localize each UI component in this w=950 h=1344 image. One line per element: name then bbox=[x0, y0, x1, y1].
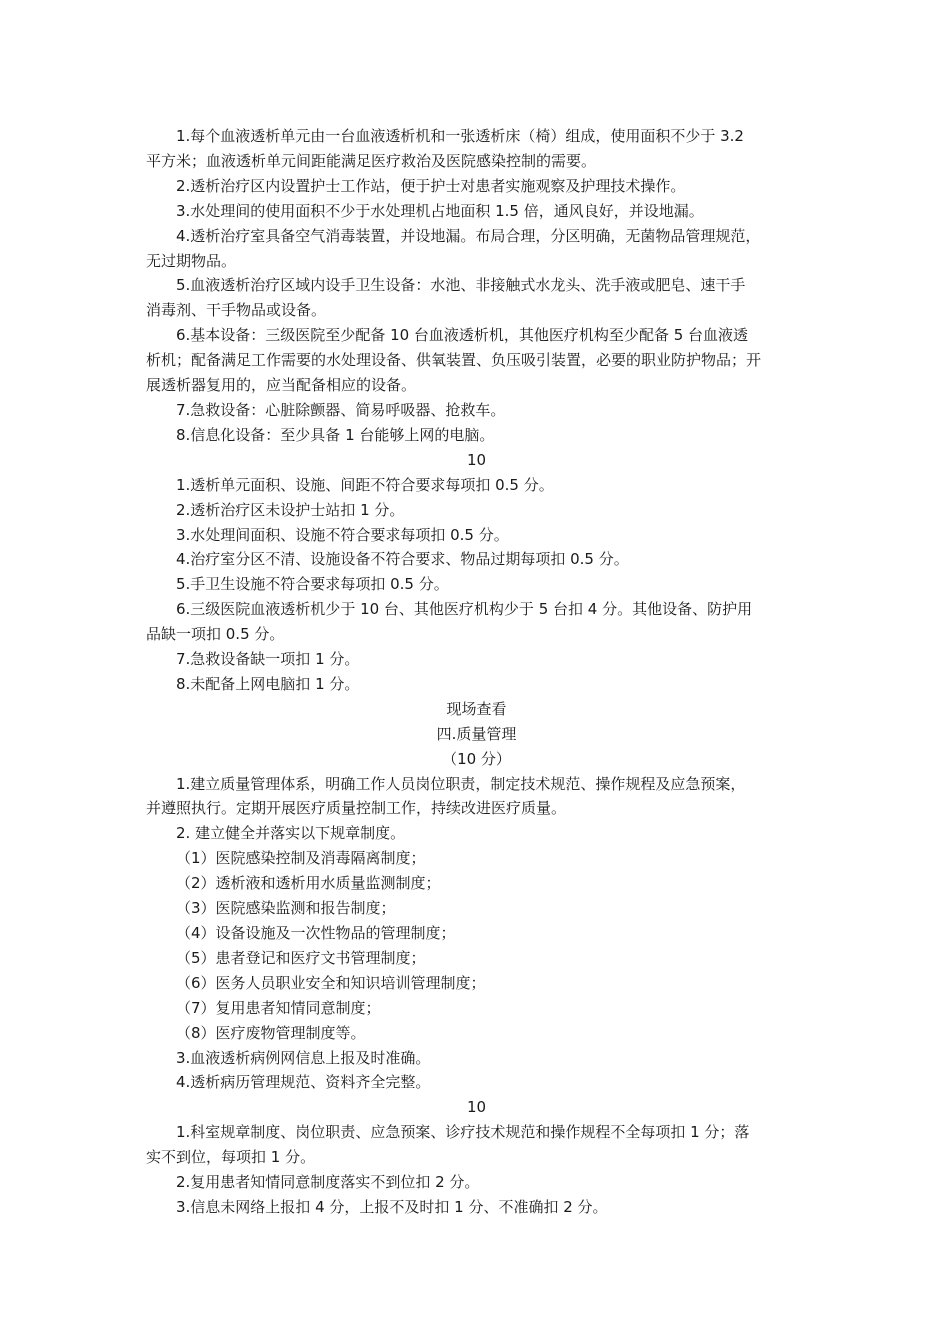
text-line: 2.复用患者知情同意制度落实不到位扣 2 分。 bbox=[176, 1173, 480, 1192]
list-item-line: （2）透析液和透析用水质量监测制度； bbox=[176, 874, 441, 893]
text-line: 并遵照执行。定期开展医疗质量控制工作，持续改进医疗质量。 bbox=[146, 799, 567, 818]
text-line: 展透析器复用的，应当配备相应的设备。 bbox=[146, 376, 417, 395]
text-line: 6.三级医院血液透析机少于 10 台、其他医疗机构少于 5 台扣 4 分。其他设备、防护用 bbox=[176, 600, 753, 619]
text-line: 1.透析单元面积、设施、间距不符合要求每项扣 0.5 分。 bbox=[176, 475, 554, 494]
text-line: 3.水处理间面积、设施不符合要求每项扣 0.5 分。 bbox=[176, 525, 509, 544]
list-item-line: （1）医院感染控制及消毒隔离制度； bbox=[176, 849, 426, 868]
text-line: 4.透析治疗室具备空气消毒装置，并设地漏。布局合理，分区明确，无菌物品管理规范， bbox=[176, 226, 761, 245]
section-heading-line: 现场查看 bbox=[446, 699, 507, 718]
text-line: 无过期物品。 bbox=[146, 251, 237, 270]
text-line: 4.透析病历管理规范、资料齐全完整。 bbox=[176, 1073, 431, 1092]
text-line: 1.每个血液透析单元由一台血液透析机和一张透析床（椅）组成，使用面积不少于 3.2 bbox=[176, 127, 744, 145]
list-item-line: （8）医疗废物管理制度等。 bbox=[176, 1023, 366, 1042]
text-line: 7.急救设备缺一项扣 1 分。 bbox=[176, 650, 360, 669]
text-line: 3.血液透析病例网信息上报及时准确。 bbox=[176, 1048, 431, 1067]
text-line: 1.科室规章制度、岗位职责、应急预案、诊疗技术规范和操作规程不全每项扣 1 分；落 bbox=[176, 1123, 750, 1142]
text-line: 1.建立质量管理体系，明确工作人员岗位职责，制定技术规范、操作规程及应急预案， bbox=[176, 774, 746, 793]
text-line: 实不到位，每项扣 1 分。 bbox=[146, 1148, 316, 1167]
text-line: 析机；配备满足工作需要的水处理设备、供氧装置、负压吸引装置，必要的职业防护物品；开 bbox=[146, 351, 762, 370]
text-line: 品缺一项扣 0.5 分。 bbox=[146, 625, 285, 644]
text-line: 7.急救设备：心脏除颤器、简易呼吸器、抢救车。 bbox=[176, 400, 506, 419]
text-line: 2. 建立健全并落实以下规章制度。 bbox=[176, 824, 406, 843]
list-item-line: （5）患者登记和医疗文书管理制度； bbox=[176, 948, 426, 967]
text-line: 消毒剂、干手物品或设备。 bbox=[146, 301, 327, 320]
list-item-line: （4）设备设施及一次性物品的管理制度； bbox=[176, 924, 456, 942]
list-item-line: （6）医务人员职业安全和知识培训管理制度； bbox=[176, 973, 486, 992]
text-line: 2.透析治疗区未设护士站扣 1 分。 bbox=[176, 500, 405, 519]
section-heading-line: 10 bbox=[466, 1098, 487, 1117]
section-heading-line: 10 bbox=[466, 450, 487, 469]
text-line: 8.信息化设备：至少具备 1 台能够上网的电脑。 bbox=[176, 425, 495, 444]
text-line: 4.治疗室分区不清、设施设备不符合要求、物品过期每项扣 0.5 分。 bbox=[176, 550, 629, 569]
text-line: 平方米；血液透析单元间距能满足医疗救治及医院感染控制的需要。 bbox=[146, 151, 597, 170]
text-line: 3.信息未网络上报扣 4 分，上报不及时扣 1 分、不准确扣 2 分。 bbox=[176, 1197, 608, 1216]
section-heading-line: 四.质量管理 bbox=[436, 724, 517, 743]
text-line: 6.基本设备：三级医院至少配备 10 台血液透析机，其他医疗机构至少配备 5 台血液透 bbox=[176, 326, 749, 345]
section-heading-line: （10 分） bbox=[442, 749, 511, 768]
text-line: 5.手卫生设施不符合要求每项扣 0.5 分。 bbox=[176, 575, 449, 594]
text-line: 2.透析治疗区内设置护士工作站，便于护士对患者实施观察及护理技术操作。 bbox=[176, 176, 686, 195]
list-item-line: （7）复用患者知情同意制度； bbox=[176, 998, 381, 1017]
text-line: 3.水处理间的使用面积不少于水处理机占地面积 1.5 倍，通风良好，并设地漏。 bbox=[176, 201, 704, 220]
text-line: 5.血液透析治疗区域内设手卫生设备：水池、非接触式水龙头、洗手液或肥皂、速干手 bbox=[176, 276, 746, 295]
text-line: 8.未配备上网电脑扣 1 分。 bbox=[176, 674, 360, 693]
list-item-line: （3）医院感染监测和报告制度； bbox=[176, 899, 396, 918]
